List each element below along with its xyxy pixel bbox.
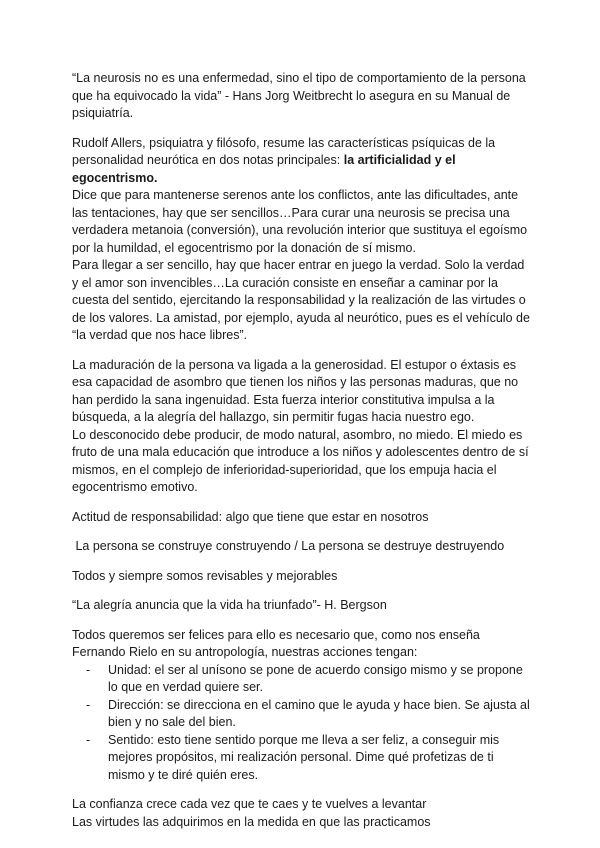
quote-weitbrecht-paragraph: “La neurosis no es una enfermedad, sino el tipo de comportamiento de la persona que ha equivocado la vida” - Hans Jorg Weitbrecht lo asegura en su Manual de psiquiatría. — [72, 71, 526, 120]
responsibility-line: Actitud de responsabilidad: algo que tiene que estar en nosotros — [72, 509, 429, 524]
construction-line: La persona se construye construyendo / La persona se destruye destruyendo — [72, 539, 505, 553]
actions-list — [72, 662, 532, 785]
bullet-dash: - — [86, 732, 91, 747]
bullet-dash: - — [86, 697, 91, 712]
serenity-paragraph: Dice que para mantenerse serenos ante los conflictos, ante las dificultades, ante las tentaciones, hay que ser sencillos…Para curar una neurosis se precisa una verdadera metanoia (conversión), una revolución interior que sustituya el egoísmo por la humildad, el egocentrismo por la donación de sí mismo. — [72, 188, 528, 255]
list-item-text: Unidad: el ser al unísono se pone de acuerdo consigo mismo y se propone lo que en verdad quiere ser. — [108, 662, 523, 694]
revisable-line: Todos y siempre somos revisables y mejorables — [72, 568, 338, 583]
truth-paragraph: Para llegar a ser sencillo, hay que hacer entrar en juego la verdad. Solo la verdad y el amor son invencibles…La curación consiste en enseñar a caminar por la cuesta del sentido, ejercitando la responsabilidad y la realización de las virtudes o de los valores. La amistad, por ejemplo, ayuda al neurótico, pues es el vehículo de “la verdad que nos hace libres”. — [72, 258, 530, 342]
document-page — [72, 70, 532, 831]
allers-bold-text: la artificialidad y el egocentrismo. — [72, 153, 456, 185]
confidence-line: La confianza crece cada vez que te caes y te vuelves a levantar — [72, 797, 427, 811]
allers-text: Rudolf Allers, psiquiatra y filósofo, resume las características psíquicas de la personalidad neurótica en dos notas principales: — [72, 135, 496, 167]
bergson-quote-line: “La alegría anuncia que la vida ha triunfado”- H. Bergson — [72, 598, 387, 612]
list-item — [72, 697, 532, 732]
list-item-text: Sentido: esto tiene sentido porque me lleva a ser feliz, a conseguir mis mejores propósitos, mi realización personal. Dime qué profetizas de ti mismo y te diré quién eres. — [108, 732, 500, 782]
list-item — [72, 662, 532, 697]
allers-paragraph — [72, 135, 532, 188]
list-item — [72, 732, 532, 785]
maturation-paragraph: La maduración de la persona va ligada a la generosidad. El estupor o éxtasis es esa capacidad de asombro que tienen los niños y las personas maduras, que no han perdido la sana ingenuidad. Esta fuerza interior constitutiva impulsa a la búsqueda, a la alegría del hallazgo, sin permitir fugas hacia nuestro ego. — [72, 357, 519, 424]
list-item-text: Dirección: se direcciona en el camino que le ayuda y hace bien. Se ajusta al bien y no sale del bien. — [108, 697, 530, 729]
virtues-line: Las virtudes las adquirimos en la medida en que las practicamos — [72, 814, 431, 829]
unknown-paragraph: Lo desconocido debe producir, de modo natural, asombro, no miedo. El miedo es fruto de una mala educación que introduce a los niños y adolescentes dentro de sí mismos, en el complejo de inferioridad-superioridad, que los empuja hacia el egocentrismo emotivo. — [72, 427, 529, 494]
happiness-paragraph: Todos queremos ser felices para ello es necesario que, como nos enseña Fernando Rielo en su antropología, nuestras acciones tengan: — [72, 627, 480, 659]
bullet-dash: - — [86, 662, 91, 677]
